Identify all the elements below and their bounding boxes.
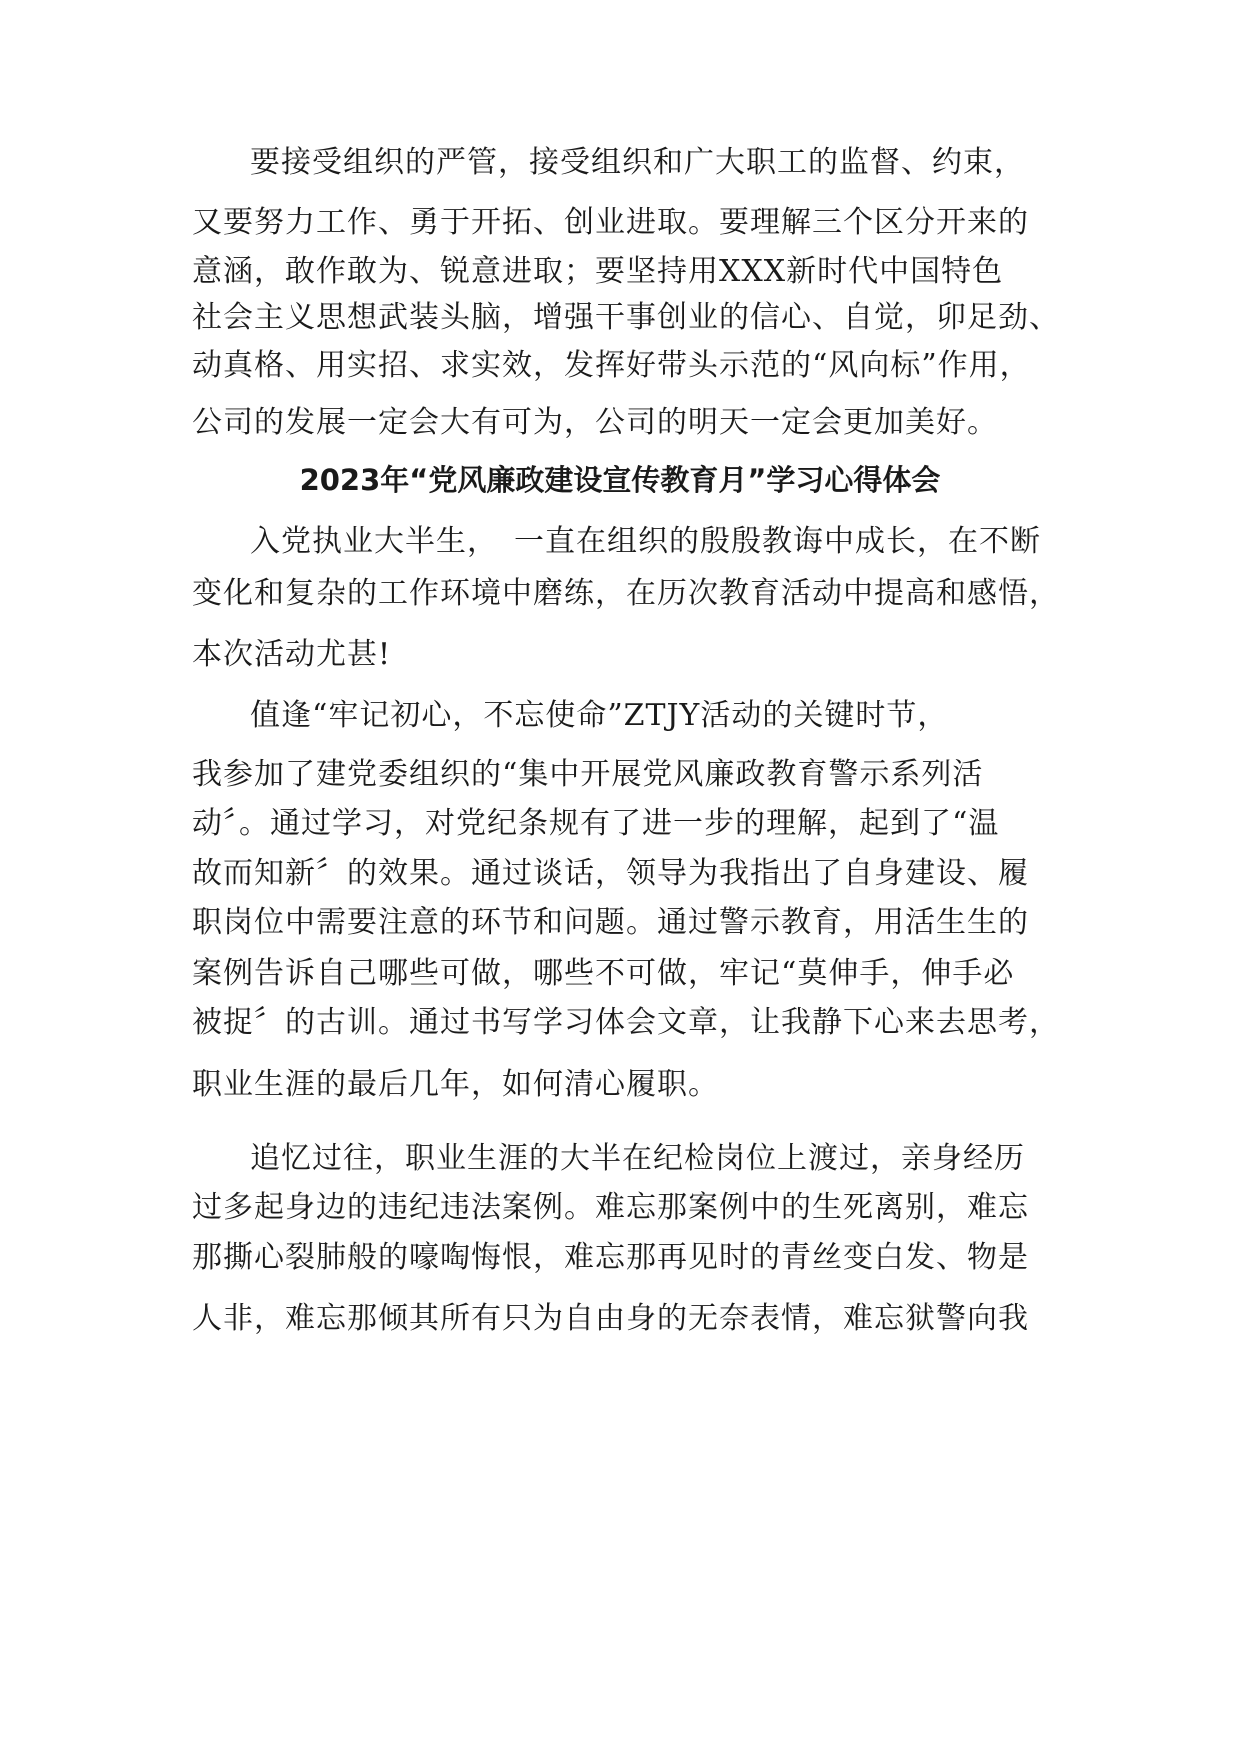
para3-line-1: 值逢“牢记初心，不忘使命”ZTJY活动的关键时节， [250,698,949,733]
para3-line-7: 被捉〞的古训。通过书写学习体会文章，让我静下心来去思考， [192,1005,1060,1040]
para2-line-2: 变化和复杂的工作环境中磨练，在历次教育活动中提高和感悟， [192,576,1060,611]
para4-line-2: 过多起身边的违纪违法案例。难忘那案例中的生死离别，难忘 [192,1190,1029,1225]
para3-line-3: 动〞。通过学习，对党纪条规有了进一步的理解，起到了“温 [192,806,1000,841]
para3-line-8: 职业生涯的最后几年，如何清心履职。 [192,1067,719,1102]
document-title: 2023年“党风廉政建设宣传教育月”学习心得体会 [299,463,941,497]
para4-line-1: 追忆过往，职业生涯的大半在纪检岗位上渡过，亲身经历 [250,1141,1025,1176]
para3-line-6: 案例告诉自己哪些可做，哪些不可做，牢记“莫伸手，伸手必 [192,956,1015,991]
para3-line-4: 故而知新〞的效果。通过谈话，领导为我指出了自身建设、履 [192,856,1029,891]
para3-line-5: 职岗位中需要注意的环节和问题。通过警示教育，用活生生的 [192,905,1029,940]
para4-line-3: 那撕心裂肺般的嚎啕悔恨，难忘那再见时的青丝变白发、物是 [192,1240,1029,1275]
para1-line-6: 公司的发展一定会大有可为，公司的明天一定会更加美好。 [192,405,998,440]
para1-line-1: 要接受组织的严管，接受组织和广大职工的监督、约束， [250,145,1025,180]
para1-line-3: 意涵，敢作敢为、锐意进取；要坚持用XXX新时代中国特色 [192,254,1004,289]
para1-line-2: 又要努力工作、勇于开拓、创业进取。要理解三个区分开来的 [192,205,1029,240]
para1-line-5: 动真格、用实招、求实效，发挥好带头示范的“风向标”作用， [192,348,1031,383]
para2-line-1: 入党执业大半生， 一直在组织的殷殷教诲中成长，在不断 [250,524,1041,559]
para4-line-4: 人非，难忘那倾其所有只为自由身的无奈表情，难忘狱警向我 [192,1301,1029,1336]
para1-line-4: 社会主义思想武装头脑，增强干事创业的信心、自觉，卯足劲、 [192,300,1060,335]
para3-line-2: 我参加了建党委组织的“集中开展党风廉政教育警示系列活 [192,757,984,792]
para2-line-3: 本次活动尤甚! [192,637,392,672]
